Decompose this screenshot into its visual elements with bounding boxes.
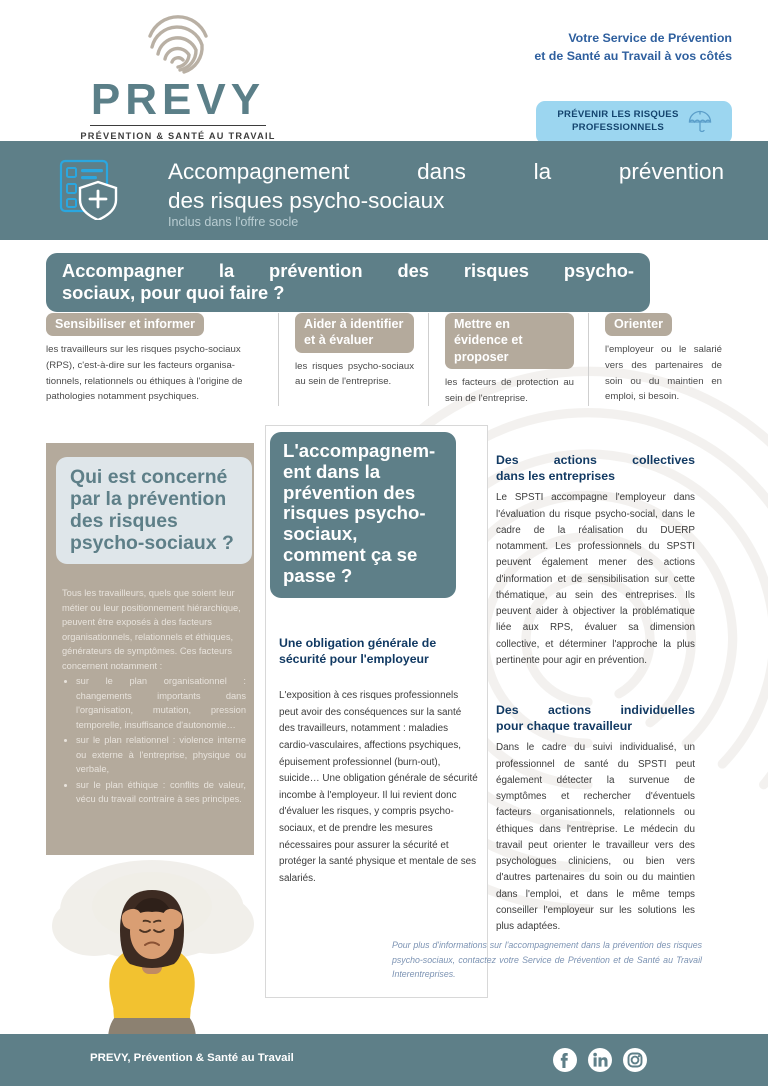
section-heading-line2: sociaux, pour quoi faire ? <box>62 281 285 303</box>
contact-note: Pour plus d'informations sur l'accompagnement dans la prévention des risques psycho-sociaux, contactez votre Service de Prévention et de Santé au Travail Interentreprises. <box>392 940 702 980</box>
badge-label <box>557 109 678 135</box>
list-item: • sur le plan organisationnel : changements importants dans l'organisation, mutation, pression temporelle, insuffisance d'autonomie… <box>76 674 246 732</box>
header-tagline-line1: Votre Service de Prévention <box>568 31 732 45</box>
benefit-body: les travailleurs sur les risques psycho-sociaux (RPS), c'est-à-dire sur les facteurs organisa- tionnels, relationnels ou éthiques à l'origine de pathologies notamment psychiques. <box>46 344 243 403</box>
logo-wordmark: PREVY <box>90 75 266 124</box>
facebook-icon[interactable] <box>552 1047 578 1073</box>
title-bar <box>0 141 768 240</box>
right-panel-heading-1-line2: dans les entreprises <box>496 469 615 484</box>
right-panel-heading-1-line1: Des actions collectives <box>496 453 695 467</box>
benefit-body: les risques psycho-sociaux au sein de l'entreprise. <box>295 360 414 388</box>
instagram-icon[interactable] <box>622 1047 648 1073</box>
list-item: • sur le plan éthique : conflits de valeur, vécu du travail contraire à ses principes. <box>76 778 246 807</box>
header-tagline <box>534 30 732 66</box>
right-panel-heading-2-line1: Des actions individuelles <box>496 703 695 717</box>
right-panel-block-collective <box>496 452 695 669</box>
right-panel-heading-2-line2: pour chaque travailleur <box>496 719 632 734</box>
left-panel-text <box>62 586 246 807</box>
center-panel-subheading: Une obligation générale de sécurité pour l'employeur <box>279 636 437 666</box>
center-panel-body: L'exposition à ces risques professionnels peut avoir des conséquences sur la santé des travailleurs, notamment : maladies cardio-vasculaires, affections psychiques, épuisement professionnel (burn-out), suicide… Une obligation générale de sécurité incombe à l'employeur. Il lui revient donc d'évaluer les risques, y compris psycho-sociaux, et de prendre les mesures nécessaires pour assurer la sécurité et protéger la santé physique et mentale de ses salariés. <box>279 690 478 885</box>
right-panel-body-1: Le SPSTI accompagne l'employeur dans l'évaluation du risque psycho-social, dans le cadre de la réalisation du DUERP notamment. Les professionnels du SPSTI peuvent également mener des actions d'information et de sensibilisation sur cette thématique, au sein des entreprises. Ils peuvent aider à objectiver la problématique liée aux RPS, évaluer sa dimension collective, et déterminer l'approche la plus pertinente pour agir en prévention. <box>496 492 695 666</box>
right-panel-heading-1 <box>496 452 695 484</box>
left-panel-heading: Qui est concerné par la prévention des risques psycho-sociaux ? <box>56 457 252 564</box>
document-shield-icon <box>58 158 124 220</box>
badge-line2: PROFESSIONNELS <box>572 122 664 133</box>
right-panel-body-2: Dans le cadre du suivi individualisé, un professionnel de santé du SPSTI peut également détecter la survenue de symptômes et rechercher d'éventuels facteurs organisationnels, relationnels ou éthiques dans l'entreprise. Le médecin du travail peut orienter le travailleur vers des psychologues cliniciens, ou bien vers d'autres partenaires du soin ou du maintien dans l'emploi, et dans le même temps conseiller l'employeur sur les solutions les plus adaptées. <box>496 742 695 933</box>
benefit-chip: Sensibiliser et informer <box>46 313 204 336</box>
center-panel-heading: L'accompagnem-ent dans la prévention des risques psycho-sociaux, comment ça se passe ? <box>270 432 456 598</box>
benefit-body: les facteurs de protection au sein de l'entreprise. <box>445 377 574 404</box>
left-panel-intro: Tous les travailleurs, quels que soient leur métier ou leur positionnement hiérarchique, peuvent être exposés à des facteurs organisationnels, relationnels et éthiques, générateurs de symptômes. Ces facteurs concernent notamment : <box>62 588 241 671</box>
right-panel-heading-2 <box>496 702 695 734</box>
list-item: • sur le plan relationnel : violence interne ou externe à l'entreprise, physique ou verbale, <box>76 733 246 777</box>
benefit-body: l'employeur ou le salarié vers des partenaires de soin ou du maintien en emploi, si besoin. <box>605 344 722 403</box>
page-header <box>0 0 768 140</box>
logo-divider <box>90 125 266 126</box>
brand-logo <box>68 14 288 141</box>
header-tagline-line2: et de Santé au Travail à vos côtés <box>534 48 732 63</box>
linkedin-icon[interactable] <box>587 1047 613 1073</box>
benefit-columns <box>46 313 736 406</box>
page-subtitle: Inclus dans l'offre socle <box>168 215 299 229</box>
page-title-line2: des risques psycho-sociaux <box>168 187 445 213</box>
stressed-worker-illustration <box>36 848 268 1040</box>
section-heading-line1: Accompagner la prévention des risques psycho- <box>62 260 634 281</box>
right-panel-block-individual <box>496 702 695 935</box>
page-title <box>168 158 724 216</box>
benefit-column <box>46 313 278 406</box>
benefit-column <box>588 313 736 406</box>
left-panel-bullet-list <box>76 674 246 807</box>
page-title-line1: Accompagnement dans la prévention <box>168 159 724 184</box>
footer-brand-text: PREVY, Prévention & Santé au Travail <box>90 1052 294 1064</box>
page-footer <box>0 1034 768 1086</box>
benefit-column <box>428 313 588 406</box>
badge-line1: PRÉVENIR LES RISQUES <box>557 109 679 121</box>
social-links <box>552 1047 648 1073</box>
prevenir-risques-badge[interactable] <box>536 101 732 144</box>
logo-tagline: PRÉVENTION & SANTÉ AU TRAVAIL <box>80 131 276 141</box>
fingerprint-icon <box>138 14 218 76</box>
benefit-chip: Mettre en évidence et proposer <box>445 313 574 369</box>
section-heading <box>46 253 650 312</box>
benefit-chip: Aider à identifier et à évaluer <box>295 313 414 353</box>
umbrella-icon <box>687 109 713 135</box>
benefit-chip: Orienter <box>605 313 672 336</box>
benefit-column <box>278 313 428 406</box>
